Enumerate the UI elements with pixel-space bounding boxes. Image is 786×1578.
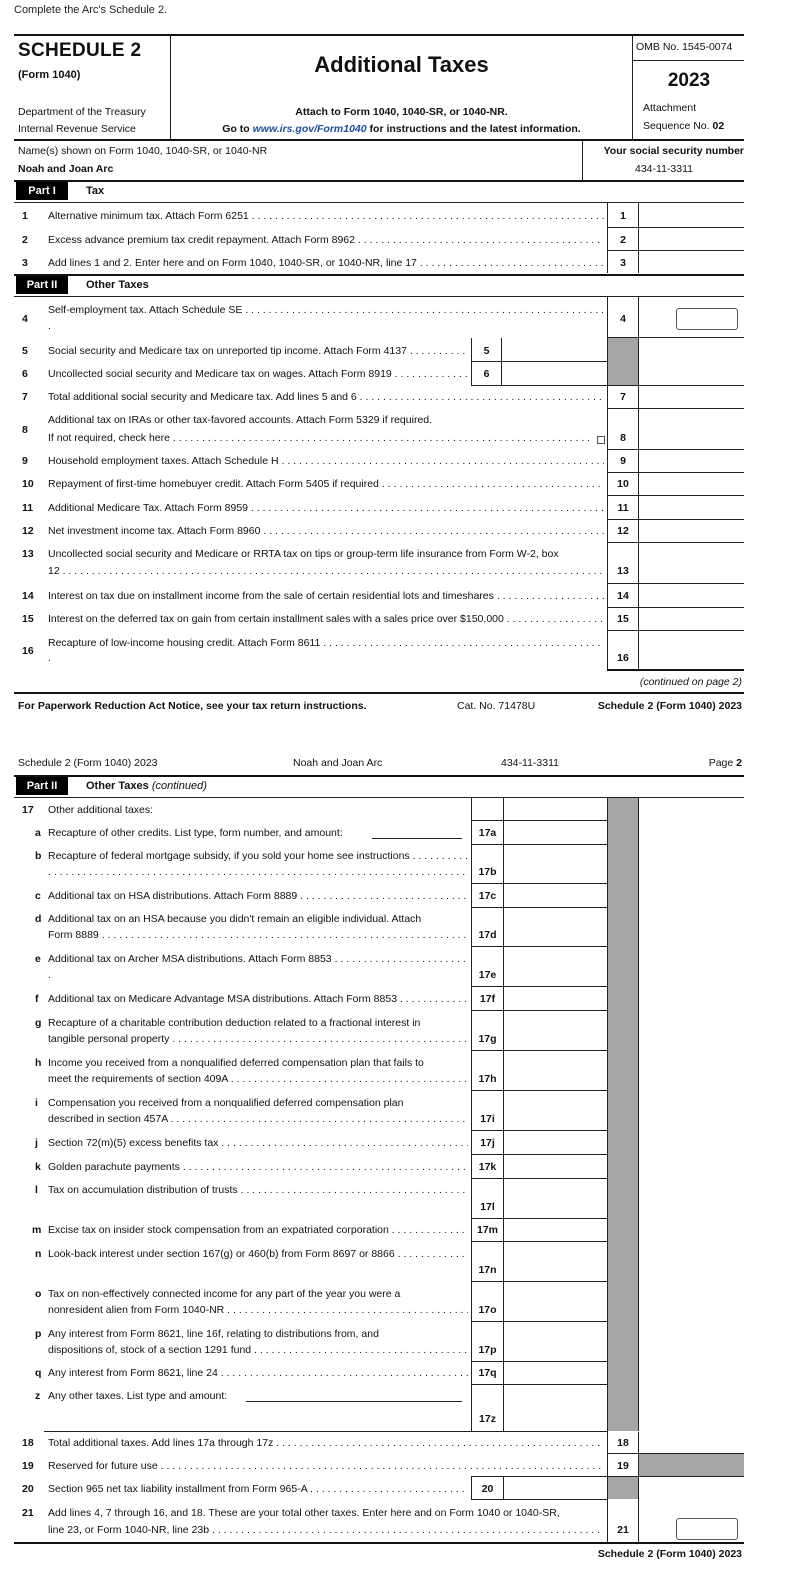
line-8-number: 8 xyxy=(22,424,28,436)
page2-footer-form-id: Schedule 2 (Form 1040) 2023 xyxy=(597,1548,742,1560)
line-19-text: Reserved for future use . . . xyxy=(48,1460,604,1472)
line-6-number: 6 xyxy=(22,368,28,380)
attach-instructions xyxy=(172,104,631,138)
line-11-rule xyxy=(607,519,744,520)
paperwork-notice: For Paperwork Reduction Act Notice, see your tax return instructions. xyxy=(18,700,367,712)
line-17d-box: 17d xyxy=(478,929,497,941)
line-17p-text-2: dispositions of, stock of a section 1291 fund . . . xyxy=(48,1344,468,1356)
line-17p-box: 17p xyxy=(478,1344,497,1356)
line-15-box: 15 xyxy=(617,613,629,625)
line-5-text: Social security and Medicare tax on unreported tip income. Attach Form 4137 . . . xyxy=(48,345,468,357)
sequence-number: 02 xyxy=(712,120,725,132)
line-13-text-2: 12 . . . xyxy=(48,565,604,577)
line-7-rule xyxy=(607,408,744,409)
line-17o-text-2: nonresident alien from Form 1040-NR . . . xyxy=(48,1304,468,1316)
line-17a-fill-line[interactable] xyxy=(372,828,462,839)
line-17i-text-2: described in section 457A . . . xyxy=(48,1113,468,1125)
line-17e-box: 17e xyxy=(478,969,497,981)
page2-footer-rule xyxy=(14,1542,744,1544)
line-17z-box: 17z xyxy=(479,1413,496,1425)
line-20-rule xyxy=(471,1499,608,1500)
line-21-box: 21 xyxy=(617,1524,629,1536)
line-20-number: 20 xyxy=(22,1483,34,1495)
line-15-number: 15 xyxy=(22,613,34,625)
line-10-box: 10 xyxy=(617,478,629,490)
line-6-text: Uncollected social security and Medicare tax on wages. Attach Form 8919 . . . xyxy=(48,368,468,380)
part1-top-rule xyxy=(14,180,744,182)
line-17q-text: Any interest from Form 8621, line 24 . . . xyxy=(48,1367,468,1379)
line-7-box: 7 xyxy=(620,391,626,403)
line-16-rule xyxy=(607,669,744,671)
line-16-cont: . xyxy=(48,652,51,664)
line-14-text: Interest on tax due on installment income from the sale of certain residential lots and timeshares . . . xyxy=(48,590,604,602)
line-17b-text: Recapture of federal mortgage subsidy, if you sold your home see instructions . . . xyxy=(48,850,468,862)
task-instruction: Complete the Arc's Schedule 2. xyxy=(14,4,168,16)
part2-badge: Part II xyxy=(16,276,68,294)
line-17c-rule xyxy=(471,907,608,908)
line-21-text-2: line 23, or Form 1040-NR, line 23b . . . xyxy=(48,1524,604,1536)
line-17b-rule xyxy=(471,883,608,884)
line-18-number: 18 xyxy=(22,1437,34,1449)
line-6-box: 6 xyxy=(483,368,490,380)
line-17-number: 17 xyxy=(22,804,34,816)
line-17d-text-2: Form 8889 . . . xyxy=(48,929,468,941)
line-17i-letter: i xyxy=(35,1097,38,1109)
cat-number: Cat. No. 71478U xyxy=(457,700,536,712)
line-17l-rule xyxy=(471,1218,608,1219)
line-8-checkbox[interactable] xyxy=(597,436,605,444)
line-7-number: 7 xyxy=(22,391,28,403)
goto-line xyxy=(172,121,631,138)
line-17z-rule xyxy=(44,1431,608,1432)
line-9-number: 9 xyxy=(22,455,28,467)
line-17k-rule xyxy=(471,1178,608,1179)
line-3-number: 3 xyxy=(22,257,28,269)
part2-header-rule xyxy=(14,296,744,297)
line-17e-cont: . xyxy=(48,969,51,981)
line-19-shade xyxy=(639,1454,744,1476)
line-4-cont: . xyxy=(48,320,51,332)
line-8-rule xyxy=(607,449,744,450)
p1-box-col-right xyxy=(638,203,639,273)
line-17l-text: Tax on accumulation distribution of trusts . . . xyxy=(48,1184,468,1196)
page1-footer-rule xyxy=(14,692,744,694)
header-divider-left xyxy=(170,35,171,139)
part1-badge: Part I xyxy=(16,182,68,200)
attachment-label: Attachment xyxy=(643,102,697,114)
line-17o-letter: o xyxy=(35,1288,42,1300)
p1b-box-col-right xyxy=(638,297,639,669)
page2-ssn: 434-11-3311 xyxy=(501,757,559,769)
line-3-box: 3 xyxy=(620,257,626,269)
line-12-rule xyxy=(607,542,744,543)
dept-line-2: Internal Revenue Service xyxy=(18,123,136,135)
p2-sub-col-right xyxy=(503,798,504,1431)
line-17b-box: 17b xyxy=(478,866,497,878)
line-17a-letter: a xyxy=(35,827,41,839)
line-17z-fill-line[interactable] xyxy=(246,1391,462,1402)
line-16-box: 16 xyxy=(617,652,629,664)
line-14-number: 14 xyxy=(22,590,34,602)
line-17-text: Other additional taxes: xyxy=(48,804,154,816)
line-18-text: Total additional taxes. Add lines 17a through 17z . . . xyxy=(48,1437,604,1449)
line-10-number: 10 xyxy=(22,478,34,490)
attach-line: Attach to Form 1040, 1040-SR, or 1040-NR. xyxy=(295,106,508,118)
line-17g-text: Recapture of a charitable contribution deduction related to a fractional interest in xyxy=(48,1017,421,1029)
line-17c-letter: c xyxy=(35,890,41,902)
line-4-text: Self-employment tax. Attach Schedule SE . . . xyxy=(48,304,604,316)
tax-year: 2023 xyxy=(667,70,711,91)
line-17m-text: Excise tax on insider stock compensation from an expatriated corporation . . . xyxy=(48,1224,468,1236)
ssn-divider xyxy=(582,140,583,180)
line-17h-text: Income you received from a nonqualified deferred compensation plan that fails to xyxy=(48,1057,424,1069)
line-17z-letter: z xyxy=(35,1390,41,1402)
part2-cont-title-text: Other Taxes xyxy=(86,780,149,792)
line-20-shade xyxy=(608,1477,638,1499)
line-5-6-shade xyxy=(608,338,638,385)
line-17e-text: Additional tax on Archer MSA distributions. Attach Form 8853 . . . xyxy=(48,953,468,965)
line-17n-box: 17n xyxy=(478,1264,497,1276)
line-1-rule xyxy=(607,227,744,228)
omb-number: OMB No. 1545-0074 xyxy=(636,41,733,53)
header-bottom-rule xyxy=(14,139,744,141)
line-2-text: Excess advance premium tax credit repayment. Attach Form 8962 . . . xyxy=(48,234,604,246)
line-17j-text: Section 72(m)(5) excess benefits tax . . . xyxy=(48,1137,468,1149)
line-16-number: 16 xyxy=(22,645,34,657)
page2-top-rule xyxy=(14,775,744,777)
line-17a-rule xyxy=(471,844,608,845)
line-4-number: 4 xyxy=(22,313,28,325)
line-1-number: 1 xyxy=(22,210,28,222)
line-17i-text: Compensation you received from a nonqualified deferred compensation plan xyxy=(48,1097,404,1109)
ssn-label: Your social security number xyxy=(603,145,744,157)
header-divider-right xyxy=(632,35,633,139)
line-1-box: 1 xyxy=(620,210,626,222)
line-17n-text: Look-back interest under section 167(g) or 460(b) from Form 8697 or 8866 . . . xyxy=(48,1248,468,1260)
line-3-text: Add lines 1 and 2. Enter here and on Form 1040, 1040-SR, or 1040-NR, line 17 . . . xyxy=(48,257,604,269)
line-9-text: Household employment taxes. Attach Schedule H . . . xyxy=(48,455,604,467)
line-17f-rule xyxy=(471,1010,608,1011)
part1-header-rule xyxy=(14,202,744,203)
line-17l-letter: l xyxy=(35,1184,38,1196)
line-17d-text: Additional tax on an HSA because you didn't remain an eligible individual. Attach xyxy=(48,913,422,925)
line-17o-box: 17o xyxy=(478,1304,497,1316)
line-17q-rule xyxy=(471,1384,608,1385)
taxpayer-names: Noah and Joan Arc xyxy=(18,163,114,175)
p2-amount-col-right xyxy=(638,798,639,1431)
dept-line-1: Department of the Treasury xyxy=(18,106,146,118)
part2-cont-badge: Part II xyxy=(16,777,68,795)
line-17h-rule xyxy=(471,1090,608,1091)
line-13-rule xyxy=(607,583,744,584)
line-17a-box: 17a xyxy=(478,827,497,839)
line-13-box: 13 xyxy=(617,565,629,577)
omb-rule xyxy=(632,60,744,61)
line-14-rule xyxy=(607,607,744,608)
line-17m-box: 17m xyxy=(476,1224,498,1236)
sequence-line xyxy=(643,117,724,135)
line-15-text: Interest on the deferred tax on gain from certain installment sales with a sales price over $150,000 . . . xyxy=(48,613,604,625)
line-2-box: 2 xyxy=(620,234,626,246)
line-17k-letter: k xyxy=(35,1161,41,1173)
line-17-rule xyxy=(471,820,608,821)
line-17q-letter: q xyxy=(35,1367,42,1379)
page-label: Page xyxy=(708,757,734,769)
goto-pre: Go to xyxy=(222,123,250,135)
line-10-text: Repayment of first-time homebuyer credit. Attach Form 5405 if required . . . xyxy=(48,478,604,490)
part2-top-rule xyxy=(14,274,744,276)
line-17b-letter: b xyxy=(35,850,42,862)
line-17h-text-2: meet the requirements of section 409A . . . xyxy=(48,1073,468,1085)
p2-end-col-right xyxy=(638,1432,639,1542)
line-17a-text: Recapture of other credits. List type, form number, and amount: xyxy=(48,827,343,839)
line-17k-text: Golden parachute payments . . . xyxy=(48,1161,468,1173)
line-17m-letter: m xyxy=(32,1224,42,1236)
line-17f-box: 17f xyxy=(479,993,496,1005)
line-17p-text: Any interest from Form 8621, line 16f, relating to distributions from, and xyxy=(48,1328,379,1340)
p2-amount-shade xyxy=(608,798,638,1431)
line-17o-text: Tax on non-effectively connected income for any part of the year you were a xyxy=(48,1288,401,1300)
line-11-number: 11 xyxy=(22,502,34,514)
line-19-number: 19 xyxy=(22,1460,34,1472)
line-5-box: 5 xyxy=(483,345,490,357)
line-17l-box: 17l xyxy=(480,1201,495,1213)
line-9-box: 9 xyxy=(620,455,626,467)
page2-names: Noah and Joan Arc xyxy=(293,757,383,769)
line-17d-letter: d xyxy=(35,913,42,925)
page2-form-id: Schedule 2 (Form 1040) 2023 xyxy=(18,757,158,769)
line-11-text: Additional Medicare Tax. Attach Form 8959 . . . xyxy=(48,502,604,514)
line-19-box: 19 xyxy=(617,1460,629,1472)
line-15-rule xyxy=(607,630,744,631)
line-17h-letter: h xyxy=(35,1057,42,1069)
line-17m-rule xyxy=(471,1241,608,1242)
line-17j-rule xyxy=(471,1154,608,1155)
line-9-rule xyxy=(607,472,744,473)
line-17n-rule xyxy=(471,1281,608,1282)
line-17d-rule xyxy=(471,946,608,947)
p2-amount-col-left xyxy=(607,798,608,1431)
line-21-number: 21 xyxy=(22,1507,34,1519)
line-17o-rule xyxy=(471,1321,608,1322)
line-17g-text-2: tangible personal property . . . xyxy=(48,1033,468,1045)
line-17n-letter: n xyxy=(35,1248,42,1260)
line-17c-box: 17c xyxy=(478,890,497,902)
line-13-text-1: Uncollected social security and Medicare or RRTA tax on tips or group-term life insurance from Form W-2, box xyxy=(48,548,559,560)
line-12-box: 12 xyxy=(617,525,629,537)
line-1-text: Alternative minimum tax. Attach Form 6251 . . . xyxy=(48,210,604,222)
line-17e-rule xyxy=(471,986,608,987)
line-20-box: 20 xyxy=(481,1483,494,1495)
part1-title: Tax xyxy=(86,185,105,197)
line-12-text: Net investment income tax. Attach Form 8960 . . . xyxy=(48,525,604,537)
header-top-rule xyxy=(14,34,744,36)
line-5-rule xyxy=(471,361,608,362)
page2-page-number xyxy=(640,757,742,769)
line-17h-box: 17h xyxy=(478,1073,497,1085)
line-20-box-right xyxy=(503,1477,504,1499)
line-16-text: Recapture of low-income housing credit. Attach Form 8611 . . . xyxy=(48,637,604,649)
line-17k-box: 17k xyxy=(478,1161,497,1173)
line-4-amount-input[interactable] xyxy=(676,308,738,330)
line-17p-letter: p xyxy=(35,1328,42,1340)
attachment-sequence xyxy=(643,99,724,135)
line-17f-text: Additional tax on Medicare Advantage MSA distributions. Attach Form 8853 . . . xyxy=(48,993,468,1005)
ssn-value: 434-11-3311 xyxy=(635,163,693,175)
line-17i-rule xyxy=(471,1130,608,1131)
irs-link[interactable]: www.irs.gov/Form1040 xyxy=(252,123,367,135)
part2-continued: (continued) xyxy=(151,780,207,792)
line-12-number: 12 xyxy=(22,525,34,537)
line-21-amount-input[interactable] xyxy=(676,1518,738,1540)
department xyxy=(18,104,146,138)
line-17e-letter: e xyxy=(35,953,41,965)
schedule-title: SCHEDULE 2 xyxy=(18,40,142,61)
line-8-text-2: If not required, check here . . . xyxy=(48,432,593,444)
line-17q-box: 17q xyxy=(478,1367,497,1379)
line-17g-rule xyxy=(471,1050,608,1051)
line-5-number: 5 xyxy=(22,345,28,357)
line-14-box: 14 xyxy=(617,590,629,602)
page1-form-id: Schedule 2 (Form 1040) 2023 xyxy=(597,700,742,712)
line-17i-box: 17i xyxy=(480,1113,495,1125)
continued-note: (continued on page 2) xyxy=(639,676,742,688)
page-title: Additional Taxes xyxy=(314,52,489,77)
line-2-rule xyxy=(607,250,744,251)
line-17g-box: 17g xyxy=(478,1033,497,1045)
form-reference: (Form 1040) xyxy=(18,69,81,81)
line-13-number: 13 xyxy=(22,548,34,560)
line-4-box: 4 xyxy=(620,313,626,325)
part2-title: Other Taxes xyxy=(86,279,149,291)
line-17g-letter: g xyxy=(35,1017,42,1029)
line-10-rule xyxy=(607,495,744,496)
line-2-number: 2 xyxy=(22,234,28,246)
line-17f-letter: f xyxy=(35,993,39,1005)
line-8-box: 8 xyxy=(620,432,626,444)
line-21-text-1: Add lines 4, 7 through 16, and 18. These are your total other taxes. Enter here and on Form 1040 or 1040-SR, xyxy=(48,1507,560,1519)
goto-post: for instructions and the latest information. xyxy=(369,123,581,135)
line-17j-box: 17j xyxy=(480,1137,495,1149)
line-17c-text: Additional tax on HSA distributions. Attach Form 8889 . . . xyxy=(48,890,468,902)
sequence-label: Sequence No. xyxy=(643,120,710,132)
line-17p-rule xyxy=(471,1361,608,1362)
line-17j-letter: j xyxy=(35,1137,38,1149)
part2-cont-title xyxy=(86,780,207,792)
line-18-box: 18 xyxy=(617,1437,629,1449)
line-7-text: Total additional social security and Medicare tax. Add lines 5 and 6 . . . xyxy=(48,391,604,403)
page-no: 2 xyxy=(736,757,742,769)
line-17z-text: Any other taxes. List type and amount: xyxy=(48,1390,228,1402)
line-17b-cont xyxy=(48,866,468,878)
line-8-text-1: Additional tax on IRAs or other tax-favored accounts. Attach Form 5329 if required. xyxy=(48,414,433,426)
line-20-text: Section 965 net tax liability installment from Form 965-A . . . xyxy=(48,1483,468,1495)
names-label: Name(s) shown on Form 1040, 1040-SR, or 1040-NR xyxy=(18,145,268,157)
line-11-box: 11 xyxy=(617,502,629,514)
line-6-rule xyxy=(471,385,744,386)
